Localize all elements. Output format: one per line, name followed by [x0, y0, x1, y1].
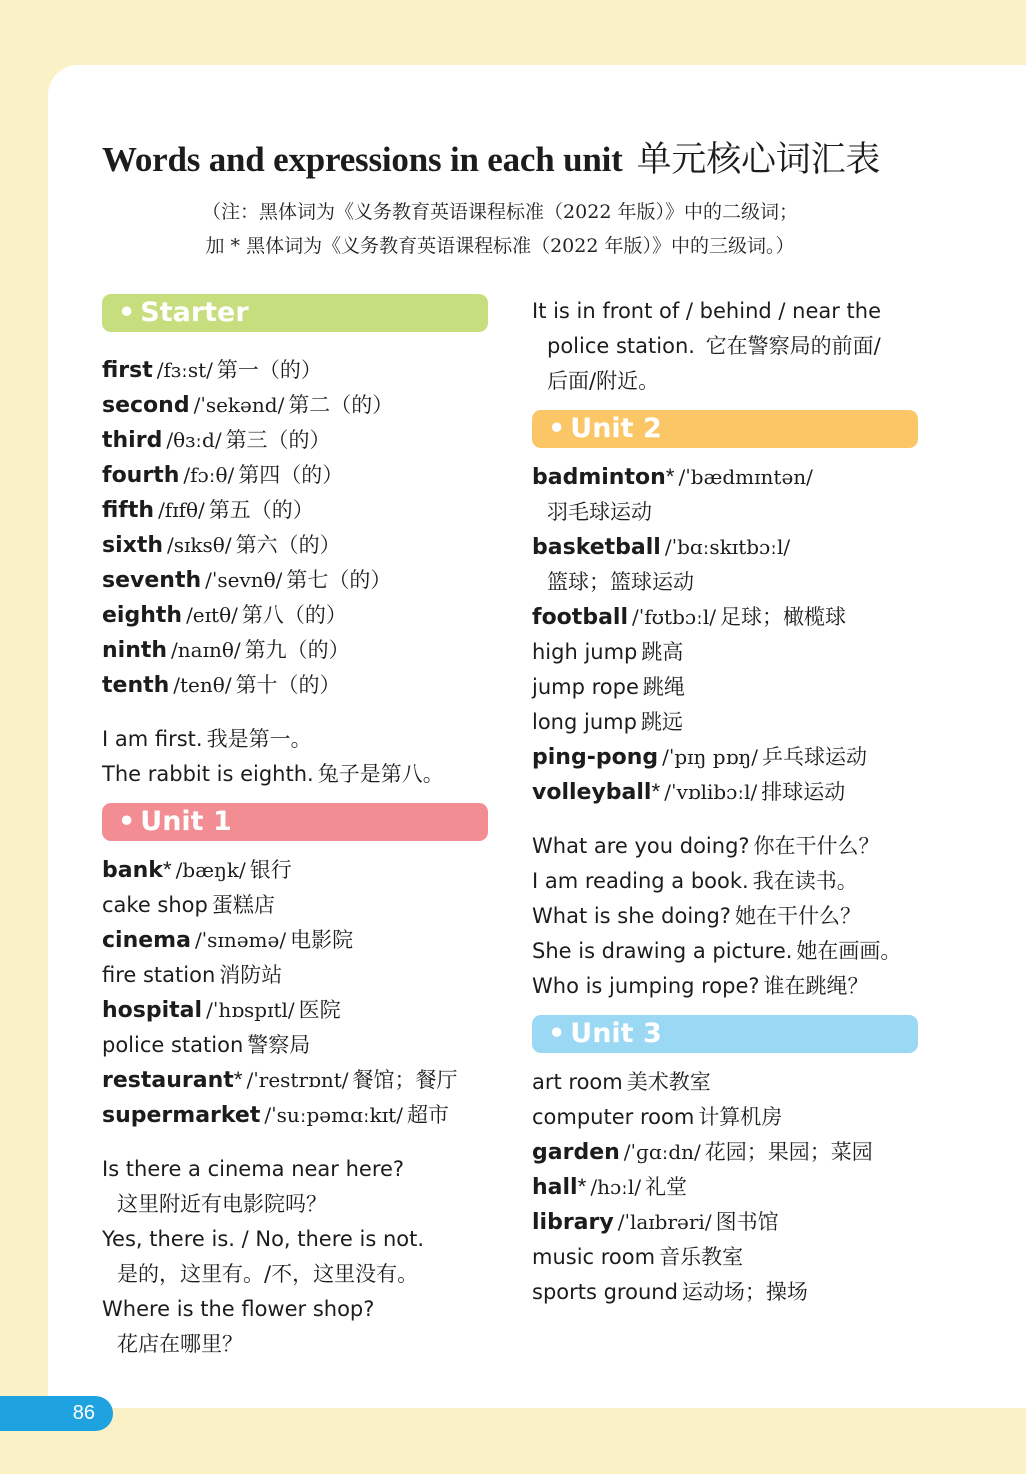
title-english: Words and expressions in each unit [102, 140, 623, 179]
word-entry: hall* /hɔːl/ 礼堂 [532, 1174, 688, 1200]
word-entry: ping-pong /ˈpɪŋ pɒŋ/ 乒乓球运动 [532, 745, 868, 770]
word-entry: high jump 跳高 [532, 640, 684, 664]
sentence: I am first. 我是第一。 [102, 727, 312, 751]
sentence: What is she doing? 她在干什么？ [532, 904, 861, 928]
left-column [102, 294, 492, 1362]
word-entry: bank* /bæŋk/ 银行 [102, 857, 292, 883]
section-header-unit1: • Unit 1 [102, 803, 488, 841]
intro-sentence-cn: 后面/附近。 [547, 369, 660, 393]
word-entry: cinema /ˈsɪnəmə/ 电影院 [102, 928, 354, 953]
word-meaning: 羽毛球运动 [547, 500, 652, 524]
intro-sentence-cont: police station. 它在警察局的前面/ [547, 334, 881, 358]
unit1-word-list [102, 852, 492, 1132]
word-entry: tenth /tenθ/ 第十（的） [102, 673, 341, 698]
right-column [532, 294, 922, 1309]
sentence-translation: 是的，这里有。/不，这里没有。 [117, 1262, 419, 1286]
word-entry: fire station 消防站 [102, 963, 283, 987]
word-entry: fifth /fɪfθ/ 第五（的） [102, 498, 314, 523]
starter-word-list [102, 352, 492, 702]
word-entry: sixth /sɪksθ/ 第六（的） [102, 533, 341, 558]
word-entry: first /fɜːst/ 第一（的） [102, 358, 322, 383]
word-entry: volleyball* /ˈvɒlibɔːl/ 排球运动 [532, 779, 846, 805]
word-entry: supermarket /ˈsuːpəmɑːkɪt/ 超市 [102, 1103, 449, 1128]
sentence-translation: 这里附近有电影院吗？ [117, 1192, 327, 1216]
sentence: Where is the flower shop? [102, 1297, 375, 1321]
word-entry: music room 音乐教室 [532, 1245, 744, 1269]
intro-sentence: It is in front of / behind / near the [532, 299, 882, 323]
word-entry: second /ˈsekənd/ 第二（的） [102, 393, 394, 418]
word-entry: football /ˈfʊtbɔːl/ 足球；橄榄球 [532, 605, 846, 630]
word-entry: long jump 跳远 [532, 710, 683, 734]
note-line-1: （注：黑体词为《义务教育英语课程标准（2022 年版）》中的二级词； [202, 201, 798, 223]
word-entry: cake shop 蛋糕店 [102, 893, 275, 917]
sentence: I am reading a book. 我在读书。 [532, 869, 858, 893]
word-entry: badminton* /ˈbædmɪntən/ [532, 464, 813, 490]
sentence: Yes, there is. / No, there is not. [102, 1227, 425, 1251]
section-header-unit3: • Unit 3 [532, 1015, 918, 1053]
title-chinese: 单元核心词汇表 [636, 140, 881, 180]
page-title [102, 132, 982, 182]
page-number: 86 [0, 1396, 113, 1431]
word-entry: restaurant* /ˈrestrɒnt/ 餐馆；餐厅 [102, 1067, 458, 1093]
word-entry: computer room 计算机房 [532, 1105, 783, 1129]
unit2-sentence-list [532, 829, 922, 1004]
word-entry: garden /ˈɡɑːdn/ 花园；果园；菜园 [532, 1140, 873, 1165]
sentence: The rabbit is eighth. 兔子是第八。 [102, 762, 444, 786]
word-entry: eighth /eɪtθ/ 第八（的） [102, 603, 347, 628]
word-entry: art room 美术教室 [532, 1070, 711, 1094]
word-meaning: 篮球；篮球运动 [547, 570, 694, 594]
section-header-starter: • Starter [102, 294, 488, 332]
word-entry: seventh /ˈsevnθ/ 第七（的） [102, 568, 392, 593]
word-entry: police station 警察局 [102, 1033, 311, 1057]
word-entry: ninth /naɪnθ/ 第九（的） [102, 638, 350, 663]
sentence: What are you doing? 你在干什么？ [532, 834, 880, 858]
starter-sentence-list [102, 722, 492, 792]
sentence-translation: 花店在哪里？ [117, 1332, 243, 1356]
word-entry: sports ground 运动场；操场 [532, 1280, 808, 1304]
unit3-word-list [532, 1064, 922, 1309]
sentence: Who is jumping rope? 谁在跳绳？ [532, 974, 869, 998]
note-line-2: 加 * 黑体词为《义务教育英语课程标准（2022 年版）》中的三级词。） [205, 235, 795, 257]
word-entry: library /ˈlaɪbrəri/ 图书馆 [532, 1210, 779, 1235]
word-entry: hospital /ˈhɒspɪtl/ 医院 [102, 998, 341, 1023]
sentence: Is there a cinema near here? [102, 1157, 405, 1181]
word-entry: jump rope 跳绳 [532, 675, 685, 699]
word-entry: basketball /ˈbɑːskɪtbɔːl/ [532, 535, 791, 560]
unit1-sentence-list [102, 1152, 492, 1362]
word-entry: third /θɜːd/ 第三（的） [102, 428, 331, 453]
word-entry: fourth /fɔːθ/ 第四（的） [102, 463, 344, 488]
section-header-unit2: • Unit 2 [532, 410, 918, 448]
sentence: She is drawing a picture. 她在画画。 [532, 939, 902, 963]
unit2-word-list [532, 599, 922, 809]
